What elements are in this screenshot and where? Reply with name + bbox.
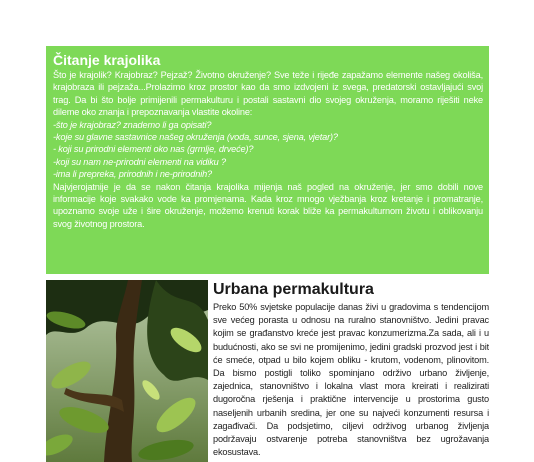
landscape-question: - koji su prirodni elementi oko nas (grmlje, drveće)? xyxy=(53,144,254,155)
urban-permaculture-article xyxy=(213,280,489,462)
landscape-question: -koji su nam ne-prirodni elementi na vidiku ? xyxy=(53,156,227,167)
article-title: Urbana permakultura xyxy=(213,281,374,298)
landscape-title: Čitanje krajolika xyxy=(53,52,161,68)
landscape-conclusion: Najvjerojatnije je da se nakon čitanja krajolika mijenja naš pogled na okruženje, jer smo dobili nove informacije koje svakako vode ka promjenama. Kada kroz mnogo vježbanja kroz kretanje i promatranje, upoznamo svoje uže i šire okruženje, možemo krenuti korak bliže ka permakulturnom životu i oblikovanju svog životnog prostora. xyxy=(53,181,483,229)
foliage-photo-image xyxy=(46,280,208,462)
landscape-reading-box xyxy=(46,46,489,274)
article-body: Preko 50% svjetske populacije danas živi u gradovima s tendencijom sve većeg porasta u odnosu na ruralno stanovništvo. Jedini pravac kojim se građanstvo kreće jest pravac konzumerizma.Za sada, ali i u budućnosti, ako se svi ne promijenimo, jedini gradski prozvod jest i bit će smeće, otpad u bilo kojem obliku - krutom, vodenom, plinovitom. Da bismo postigli toliko spominjano održivo urbano življenje, zajednica, stanovništvo i lokalna vlast mora kreirati i realizirati dugoročna rješenja i praktične intervencije u prostorima gusto naseljenih urbanih sredina, jer one su najveći konzumenti resursa i zagađivači. Da podsjetimo, ciljevi održivog urbanog življenja podržavaju ostvarenje potreba stanovništva bez ugrožavanja ekosustava. xyxy=(213,302,489,458)
landscape-question: -koje su glavne sastavnice našeg okruženja (voda, sunce, sjena, vjetar)? xyxy=(53,132,338,143)
landscape-question: -što je krajobraz? znademo li ga opisati? xyxy=(53,119,212,130)
landscape-intro: Što je krajolik? Krajobraz? Pejzaž? Životno okruženje? Sve teže i rijeđe zapažamo elemente našeg okoliša, krajobraza ili pejzaža...Prolazimo kroz prostor kao da smo izdvojeni iz svega, predatorski ostavljajući svoj trag. Da bi što bolje primijenili permakulturu i postali sastavni dio svojeg okruženja, moramo riješiti neke dileme oko znanja i prepoznavanja vlastite okoline: xyxy=(53,70,483,118)
landscape-body xyxy=(53,69,483,230)
landscape-question: -ima li prepreka, prirodnih i ne-prirodnih? xyxy=(53,169,213,180)
foliage-photo xyxy=(46,280,208,462)
